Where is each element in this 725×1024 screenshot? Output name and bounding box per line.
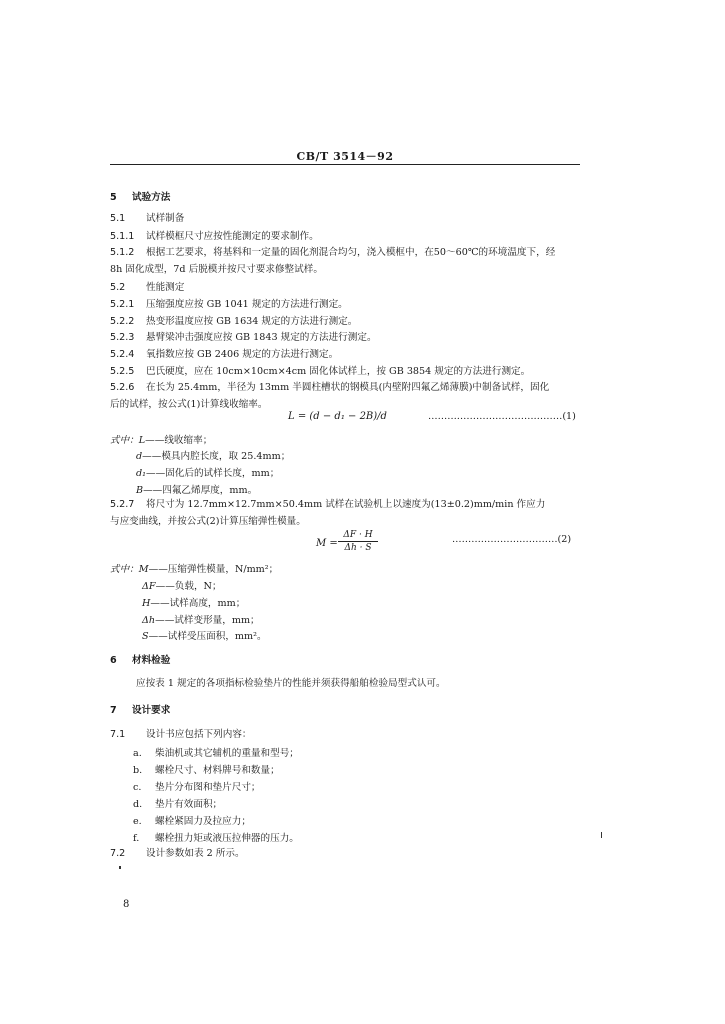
fraction-bar	[338, 541, 378, 542]
section-6-text: 应按表 1 规定的各项指标检验垫片的性能并须获得船舶检验局型式认可。	[136, 678, 446, 689]
scan-speck-right	[601, 832, 602, 838]
scan-speck	[119, 866, 121, 869]
clause-5-2-3: 5.2.3 悬臂梁冲击强度应按 GB 1843 规定的方法进行测定。	[110, 332, 377, 343]
definition-S: S——试样受压面积，mm²。	[142, 631, 267, 642]
clause-5-2-6-cont: 后的试样，按公式(1)计算线收缩率。	[110, 399, 268, 410]
standard-code-header: CB/T 3514－92	[296, 150, 394, 163]
list-item-c: c. 垫片分布图和垫片尺寸；	[133, 782, 261, 793]
formula-2-number: ……………………………(2)	[452, 534, 572, 545]
formula-2-numerator: ΔF · H	[343, 530, 373, 540]
definition-deltaF: ΔF——负载，N；	[142, 581, 222, 592]
formula-2-denominator: Δh · S	[344, 543, 372, 553]
clause-5-2-7: 5.2.7 将尺寸为 12.7mm×12.7mm×50.4mm 试样在试验机上以速度为(13±0.2)mm/min 作应力	[110, 499, 546, 510]
clause-5-2-5: 5.2.5 巴氏硬度，应在 10cm×10cm×4cm 固化体试样上，按 GB 3854 规定的方法进行测定。	[110, 366, 531, 377]
clause-5-2-2: 5.2.2 热变形温度应按 GB 1634 规定的方法进行测定。	[110, 316, 358, 327]
definition-d: d——模具内腔长度，取 25.4mm；	[136, 451, 291, 462]
clause-5-1-1: 5.1.1 试样模框尺寸应按性能测定的要求制作。	[110, 231, 319, 242]
formula-2-lhs: M =	[316, 538, 338, 549]
clause-5-2-7-cont: 与应变曲线，并按公式(2)计算压缩弹性模量。	[110, 516, 306, 527]
definition-M: 式中：M——压缩弹性模量，N/mm²；	[110, 564, 279, 575]
formula-1: L = (d − d₁ − 2B)/d	[288, 411, 387, 422]
clause-5-1-2: 5.1.2 根据工艺要求，将基料和一定量的固化剂混合均匀，浇入模框中，在50～60℃的环境温度下，经	[110, 247, 556, 258]
list-item-d: d. 垫片有效面积；	[133, 799, 223, 810]
definition-L: 式中：L——线收缩率；	[110, 435, 213, 446]
clause-5-2-4: 5.2.4 氧指数应按 GB 2406 规定的方法进行测定。	[110, 349, 339, 360]
definition-deltah: Δh——试样变形量，mm；	[142, 615, 260, 626]
clause-5-2-1: 5.2.1 压缩强度应按 GB 1041 规定的方法进行测定。	[110, 299, 348, 310]
section-7-heading: 7 设计要求	[110, 705, 171, 716]
list-item-e: e. 螺栓紧固力及拉应力；	[133, 816, 251, 827]
list-item-b: b. 螺栓尺寸、材料牌号和数量；	[133, 765, 280, 776]
section-5-heading: 5 试验方法	[110, 192, 171, 203]
clause-5-1-2-cont: 8h 固化成型，7d 后脱模并按尺寸要求修整试样。	[110, 264, 323, 275]
definition-d1: d₁——固化后的试样长度，mm；	[136, 468, 280, 479]
page-number: 8	[123, 899, 130, 910]
definition-B: B——四氟乙烯厚度，mm。	[136, 485, 258, 496]
list-item-a: a. 柴油机或其它辅机的重量和型号；	[133, 748, 299, 759]
list-item-f: f. 螺栓扭力矩或液压拉伸器的压力。	[133, 833, 299, 844]
section-5-1-heading: 5.1 试样制备	[110, 213, 185, 224]
formula-1-number: ……………………………………(1)	[428, 411, 576, 422]
clause-5-2-6: 5.2.6 在长为 25.4mm，半径为 13mm 半圆柱槽状的钢模具(内壁附四氟乙烯薄膜)中制备试样，固化	[110, 382, 550, 393]
clause-7-1: 7.1 设计书应包括下列内容：	[110, 729, 252, 740]
formula-2-fraction	[338, 530, 378, 553]
clause-7-2: 7.2 设计参数如表 2 所示。	[110, 848, 245, 859]
section-6-heading: 6 材料检验	[110, 655, 171, 666]
definition-H: H——试样高度，mm；	[142, 598, 246, 609]
section-5-2-heading: 5.2 性能测定	[110, 282, 185, 293]
header-rule	[110, 164, 580, 165]
